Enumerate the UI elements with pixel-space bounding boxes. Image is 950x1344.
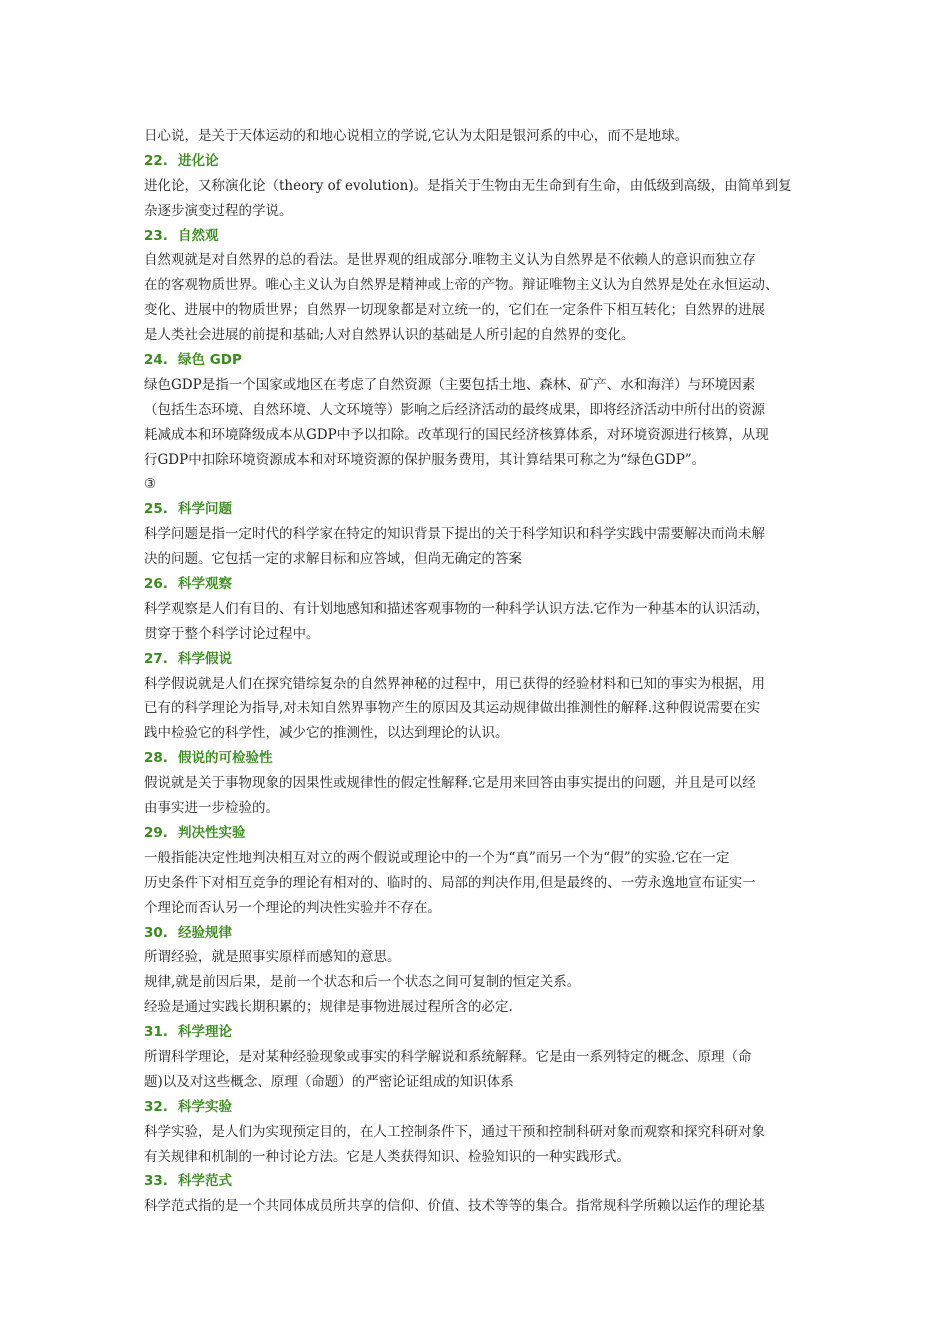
body-text-line: 经验是通过实践长期积累的；规律是事物进展过程所含的必定. bbox=[144, 999, 513, 1016]
body-text-line: 科学问题是指一定时代的科学家在特定的知识背景下提出的关于科学知识和科学实践中需要解决而尚未解 bbox=[144, 526, 765, 543]
section-heading bbox=[144, 821, 812, 846]
body-text-line: 在的客观物质世界。唯心主义认为自然界是精神或上帝的产物。辩证唯物主义认为自然界是处在永恒运动、 bbox=[144, 277, 779, 294]
section-number: 23. bbox=[144, 227, 168, 244]
body-text-line: 贯穿于整个科学讨论过程中。 bbox=[144, 625, 320, 642]
section-heading bbox=[144, 348, 812, 373]
section-number: 30. bbox=[144, 924, 168, 941]
body-text-line: 进化论，又称演化论（theory of evolution)。是指关于生物由无生命到有生命，由低级到高级，由简单到复 bbox=[144, 177, 792, 194]
section-heading bbox=[144, 497, 812, 522]
section-title: 科学实验 bbox=[178, 1098, 232, 1115]
body-text-line: 绿色GDP是指一个国家或地区在考虑了自然资源（主要包括土地、森林、矿产、水和海洋）与环境因素 bbox=[144, 376, 756, 393]
section-number: 31. bbox=[144, 1024, 168, 1041]
body-text-line: 行GDP中扣除环境资源成本和对环境资源的保护服务费用，其计算结果可称之为“绿色GDP”。 bbox=[144, 451, 706, 468]
section-heading bbox=[144, 1169, 812, 1194]
section-title: 科学理论 bbox=[178, 1024, 232, 1041]
section-title: 进化论 bbox=[178, 152, 219, 169]
body-text-line: 假说就是关于事物现象的因果性或规律性的假定性解释.它是用来回答由事实提出的问题，并且是可以经 bbox=[144, 775, 756, 792]
section-heading bbox=[144, 647, 812, 672]
section-number: 29. bbox=[144, 824, 168, 841]
body-text-line: 历史条件下对相互竞争的理论有相对的、临时的、局部的判决作用,但是最终的、一劳永逸地宣布证实一 bbox=[144, 874, 756, 891]
body-text-line: ③ bbox=[144, 476, 157, 493]
section-heading bbox=[144, 746, 812, 771]
section-heading bbox=[144, 1020, 812, 1045]
section-title: 科学问题 bbox=[178, 501, 232, 518]
section-title: 绿色 GDP bbox=[178, 352, 242, 369]
section-title: 判决性实验 bbox=[178, 824, 246, 841]
section-number: 33. bbox=[144, 1173, 168, 1190]
section-number: 27. bbox=[144, 650, 168, 667]
body-text-line: 科学实验，是人们为实现预定目的，在人工控制条件下，通过干预和控制科研对象而观察和探究科研对象 bbox=[144, 1123, 765, 1140]
body-text-line: 是人类社会进展的前提和基础;人对自然界认识的基础是人所引起的自然界的变化。 bbox=[144, 327, 635, 344]
section-heading bbox=[144, 572, 812, 597]
section-number: 32. bbox=[144, 1098, 168, 1115]
body-text-line: 科学假说就是人们在探究错综复杂的自然界神秘的过程中，用已获得的经验材料和已知的事实为根据，用 bbox=[144, 675, 765, 692]
body-text-line: 题)以及对这些概念、原理（命题）的严密论证组成的知识体系 bbox=[144, 1073, 514, 1090]
section-heading bbox=[144, 1095, 812, 1120]
section-title: 科学范式 bbox=[178, 1173, 232, 1190]
section-heading bbox=[144, 149, 812, 174]
section-number: 28. bbox=[144, 750, 168, 767]
body-text-line: 耗减成本和环境降级成本从GDP中予以扣除。改革现行的国民经济核算体系，对环境资源进行核算，从现 bbox=[144, 426, 769, 443]
body-text-line: 一般指能决定性地判决相互对立的两个假说或理论中的一个为“真”而另一个为“假”的实验.它在一定 bbox=[144, 849, 730, 866]
body-text-line: 自然观就是对自然界的总的看法。是世界观的组成部分.唯物主义认为自然界是不依赖人的意识而独立存 bbox=[144, 252, 756, 269]
body-text-line: 杂逐步演变过程的学说。 bbox=[144, 202, 293, 219]
section-title: 经验规律 bbox=[178, 924, 232, 941]
body-text-line: 有关规律和机制的一种讨论方法。它是人类获得知识、检验知识的一种实践形式。 bbox=[144, 1148, 630, 1165]
body-text-line: 所谓经验，就是照事实原样而感知的意思。 bbox=[144, 949, 401, 966]
body-text-line: 日心说，是关于天体运动的和地心说相立的学说,它认为太阳是银河系的中心，而不是地球。 bbox=[144, 128, 689, 144]
section-title: 科学观察 bbox=[178, 576, 232, 593]
body-text-line: （包括生态环境、自然环境、人文环境等）影响之后经济活动的最终成果，即将经济活动中所付出的资源 bbox=[144, 401, 765, 418]
section-title: 假说的可检验性 bbox=[178, 750, 273, 767]
section-number: 25. bbox=[144, 501, 168, 518]
document-page bbox=[144, 124, 812, 1219]
body-text-line: 科学观察是人们有目的、有计划地感知和描述客观事物的一种科学认识方法.它作为一种基本的认识活动， bbox=[144, 600, 770, 617]
body-text-line: 决的问题。它包括一定的求解目标和应答域，但尚无确定的答案 bbox=[144, 551, 522, 568]
section-title: 自然观 bbox=[178, 227, 219, 244]
body-text-line: 已有的科学理论为指导,对未知自然界事物产生的原因及其运动规律做出推测性的解释.这种假说需要在实 bbox=[144, 700, 761, 717]
body-text-line: 科学范式指的是一个共同体成员所共享的信仰、价值、技术等等的集合。指常规科学所赖以运作的理论基 bbox=[144, 1198, 765, 1215]
section-number: 24. bbox=[144, 352, 168, 369]
section-heading bbox=[144, 224, 812, 249]
section-number: 22. bbox=[144, 152, 168, 169]
body-text-line: 所谓科学理论，是对某种经验现象或事实的科学解说和系统解释。它是由一系列特定的概念、原理（命 bbox=[144, 1048, 752, 1065]
body-text-line: 变化、进展中的物质世界；自然界一切现象都是对立统一的，它们在一定条件下相互转化；自然界的进展 bbox=[144, 302, 765, 319]
body-text-line: 个理论而否认另一个理论的判决性实验并不存在。 bbox=[144, 899, 441, 916]
section-number: 26. bbox=[144, 576, 168, 593]
body-text-line: 由事实进一步检验的。 bbox=[144, 800, 279, 817]
section-heading bbox=[144, 921, 812, 946]
section-title: 科学假说 bbox=[178, 650, 232, 667]
body-text-line: 规律,就是前因后果，是前一个状态和后一个状态之间可复制的恒定关系。 bbox=[144, 974, 581, 991]
body-text-line: 践中检验它的科学性，减少它的推测性，以达到理论的认识。 bbox=[144, 725, 509, 742]
